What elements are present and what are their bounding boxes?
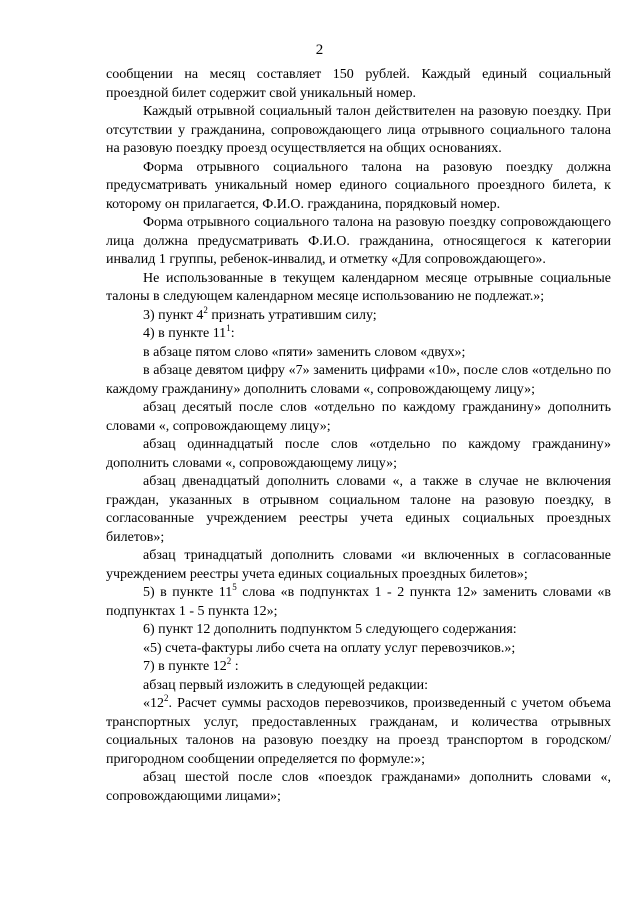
paragraph-text: в абзаце девятом цифру «7» заменить цифрами «10», после слов «отдельно по каждому гражданину» дополнить словами «, сопровождающему лицу»;	[106, 363, 611, 397]
paragraph-text: абзац тринадцатый дополнить словами «и включенных в согласованные учреждением реестры учета единых социальных проездных билетов»;	[106, 548, 611, 582]
paragraph-text-tail: слова «в подпунктах 1 - 2 пункта 12» заменить словами «в подпунктах 1 - 5 пункта 12»;	[106, 585, 612, 619]
paragraph	[106, 473, 611, 547]
superscript: 1	[226, 323, 231, 333]
paragraph	[106, 640, 611, 659]
paragraph	[106, 103, 611, 159]
paragraph-text: Каждый отрывной социальный талон действителен на разовую поездку. При отсутствии у гражданина, сопровождающего лица отрывного социального талона на разовую поездку проезд осуществляется на общих основаниях.	[106, 104, 611, 156]
paragraph-text: «5) счета-фактуры либо счета на оплату услуг перевозчиков.»;	[143, 640, 516, 656]
paragraph-text: «12	[143, 696, 164, 711]
superscript: 2	[164, 693, 169, 703]
paragraph-text-tail: признать утратившим силу;	[207, 307, 377, 323]
paragraph-text-tail: . Расчет суммы расходов перевозчиков, произведенный с учетом объема транспортных услуг, предоставленных гражданам, и количества отрывных социальных талонов на разовую поездку на проезд транспортом в городском/пригородном сообщении определяется по формуле:»;	[106, 696, 611, 767]
superscript: 2	[226, 656, 232, 666]
superscript: 2	[203, 304, 208, 315]
paragraph	[106, 325, 611, 344]
paragraph	[106, 584, 611, 621]
paragraph-text-tail: :	[230, 326, 235, 341]
paragraph	[106, 214, 611, 270]
paragraph-text: сообщении на месяц составляет 150 рублей. Каждый единый социальный проездной билет содержит свой уникальный номер.	[106, 67, 611, 101]
paragraph	[106, 66, 611, 103]
paragraph-text: абзац десятый после слов «отдельно по каждому гражданину» дополнить словами «, сопровождающему лицу»;	[106, 400, 611, 434]
paragraph	[106, 769, 611, 806]
paragraph-text: 6) пункт 12 дополнить подпунктом 5 следующего содержания:	[143, 622, 517, 637]
paragraph-text: 4) в пункте 11	[143, 326, 227, 341]
paragraph	[106, 362, 611, 399]
paragraph	[106, 270, 611, 307]
paragraph	[106, 621, 611, 640]
paragraph	[106, 658, 611, 677]
paragraph-text: 7) в пункте 12	[143, 659, 227, 674]
paragraph-text-tail: :	[231, 659, 239, 674]
paragraph	[106, 399, 611, 436]
paragraph-text: Форма отрывного социального талона на разовую поездку сопровождающего лица должна предусматривать Ф.И.О. гражданина, относящегося к категории инвалид 1 группы, ребенок-инвалид, и отметку «Для сопровождающего».	[106, 215, 611, 267]
paragraph-text: 3) пункт 4	[143, 307, 204, 323]
paragraph-text: абзац шестой после слов «поездок гражданами» дополнить словами «, сопровождающими лицами»;	[106, 770, 611, 804]
paragraph-text: абзац одиннадцатый после слов «отдельно по каждому гражданину» дополнить словами «, сопровождающему лицу»;	[106, 437, 611, 471]
paragraph	[106, 304, 611, 326]
paragraph	[106, 344, 611, 363]
document-body	[106, 66, 611, 806]
paragraph	[106, 547, 611, 584]
paragraph	[106, 677, 611, 696]
paragraph-text: в абзаце пятом слово «пяти» заменить словом «двух»;	[143, 344, 466, 360]
page-number: 2	[315, 42, 324, 58]
paragraph-text: Не использованные в текущем календарном месяце отрывные социальные талоны в следующем календарном месяце использованию не подлежат.»;	[106, 270, 611, 304]
paragraph-text: абзац двенадцатый дополнить словами «, а также в случае не включения граждан, указанных в отрывном социальном талоне на разовую поездку, в согласованные учреждением реестры учета единых социальных проездных билетов»;	[106, 474, 611, 545]
superscript: 5	[232, 582, 237, 592]
paragraph	[106, 159, 611, 215]
paragraph-text: Форма отрывного социального талона на разовую поездку должна предусматривать уникальный номер единого социального проездного билета, к которому он прилагается, Ф.И.О. гражданина, порядковый номер.	[106, 159, 611, 212]
paragraph-text: 5) в пункте 11	[143, 585, 233, 600]
paragraph	[106, 436, 611, 473]
paragraph	[106, 695, 611, 769]
paragraph-text: абзац первый изложить в следующей редакции:	[143, 677, 429, 693]
